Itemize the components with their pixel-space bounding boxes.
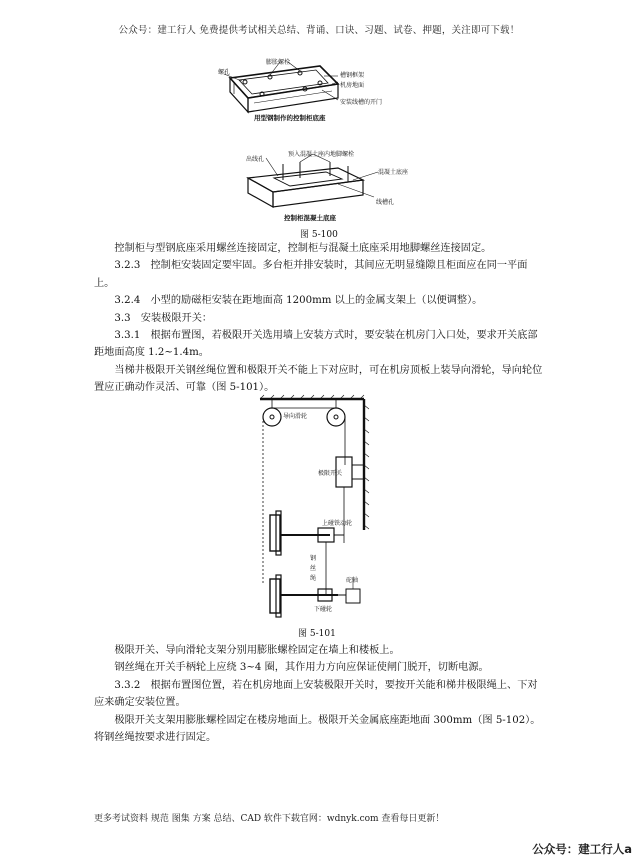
label-wire-rope-2: 丝 (310, 565, 317, 572)
label-machine-floor: 机房地面 (340, 82, 365, 89)
label-lower-pulley: 下碰轮 (314, 606, 333, 613)
paragraph: 3.2.4 小型的励磁柜安装在距地面高 1200mm 以上的金属支架上（以便调整）。 (114, 295, 483, 307)
paragraph: 3.3 安装极限开关： (114, 312, 213, 324)
page-header: 公众号：建工行人 免费提供考试相关总结、背诵、口诀、习题、试卷、押题，关注即可下载！ (118, 25, 520, 36)
caption-steel-base: 用型钢制作的控制柜底座 (254, 114, 326, 122)
label-concrete-base: 混凝土底座 (378, 169, 409, 176)
label-anchor-bolt: 预入混凝土座内地脚螺栓 (288, 151, 355, 158)
watermark: 公众号：建工行人a (532, 842, 632, 856)
label-trough-hole: 线槽孔 (376, 199, 395, 206)
limit-switch-drawing (258, 395, 378, 620)
label-limit-switch: 极限开关 (318, 470, 343, 477)
label-outlet-hole: 出线孔 (246, 156, 265, 163)
body-text-1 (94, 240, 544, 397)
paragraph: 3.3.2 根据布置图位置，若在机房地面上安装极限开关时，要按开关能和梯井极限绳上、下对应来确定安装位置。 (94, 679, 538, 709)
label-counterweight: 砣轴 (346, 577, 359, 584)
caption-concrete-base: 控制柜混凝土底座 (284, 214, 336, 222)
label-wire-rope-3: 绳 (310, 575, 317, 582)
label-wire-rope-1: 钢 (310, 555, 317, 562)
figure-number-100: 图 5-100 (300, 230, 338, 240)
paragraph: 钢丝绳在开关手柄轮上应绕 3~4 圈，其作用力方向应保证使闸门脱开，切断电源。 (114, 662, 489, 674)
paragraph: 当梯井极限开关钢丝绳位置和极限开关不能上下对应时，可在机房顶板上装导向滑轮，导向轮位置应正确动作灵活、可靠（图 5-101）。 (94, 364, 543, 394)
label-guide-pulley: 导向滑轮 (283, 413, 308, 420)
steel-base-drawing (210, 56, 450, 126)
body-text-2 (94, 642, 544, 746)
label-channel-frame: 槽钢框架 (340, 72, 365, 79)
label-cable-opening: 安装线槽的开门 (340, 99, 383, 106)
paragraph: 控制柜与型钢底座采用螺丝连接固定，控制柜与混凝土底座采用地脚螺丝连接固定。 (114, 243, 492, 254)
paragraph: 3.2.3 控制柜安装固定要牢固。多台柜并排安装时，其间应无明显缝隙且柜面应在同一平面上。 (94, 260, 528, 289)
page-footer: 更多考试资料 规范 图集 方案 总结、CAD 软件下载官网：wdnyk.com 查看每日更新！ (94, 814, 445, 824)
paragraph: 3.3.1 根据布置图，若极限开关选用墙上安装方式时，要安装在机房门入口处，要求开关底部距地面高度 1.2~1.4m。 (94, 330, 538, 359)
concrete-base-drawing (238, 150, 438, 215)
label-bolt-hole: 螺孔 (218, 69, 231, 76)
figure-number-101: 图 5-101 (298, 629, 336, 639)
label-expansion-bolt: 膨胀螺栓 (266, 59, 291, 66)
label-upper-collision: 上碰铁动轮 (322, 520, 353, 527)
paragraph: 极限开关支架用膨胀螺栓固定在楼房地面上。极限开关金属底座距地面 300mm（图 5-102）。将钢丝绳按要求进行固定。 (94, 714, 541, 744)
paragraph: 极限开关、导向滑轮支架分别用膨胀螺栓固定在墙上和楼板上。 (114, 645, 400, 656)
